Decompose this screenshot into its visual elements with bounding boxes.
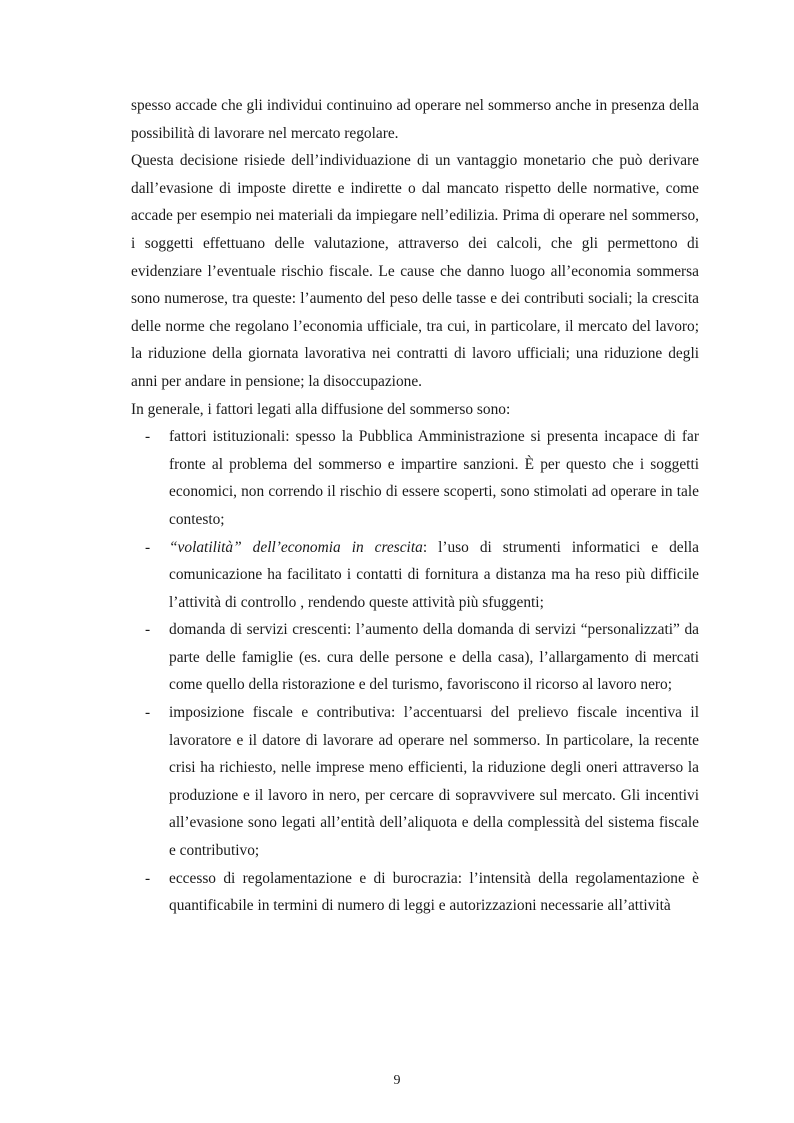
bullet-dash: - bbox=[145, 621, 151, 639]
body-text bbox=[131, 92, 699, 920]
list-item-text: eccesso di regolamentazione e di burocrazia: l’intensità della regolamentazione è quantificabile in termini di numero di leggi e autorizzazioni necessarie all’attività bbox=[169, 869, 699, 915]
list-item-italic-lead: “volatilità” dell’economia in crescita bbox=[169, 538, 423, 556]
list-item bbox=[131, 865, 699, 920]
list-item bbox=[131, 534, 699, 617]
list-item-text: domanda di servizi crescenti: l’aumento della domanda di servizi “personalizzati” da parte delle famiglie (es. cura delle persone e della casa), l’allargamento di mercati come quello della ristorazione e del turismo, favoriscono il ricorso al lavoro nero; bbox=[169, 621, 699, 694]
bullet-dash: - bbox=[145, 704, 151, 722]
factors-list bbox=[131, 423, 699, 920]
bullet-dash: - bbox=[145, 538, 151, 556]
bullet-dash: - bbox=[145, 869, 151, 887]
list-item bbox=[131, 699, 699, 865]
list-item bbox=[131, 616, 699, 699]
list-item-text: imposizione fiscale e contributiva: l’accentuarsi del prelievo fiscale incentiva il lavoratore e il datore di lavorare ad operare nel sommerso. In particolare, la recente crisi ha richiesto, nelle imprese meno efficienti, la riduzione degli oneri attraverso la produzione e il lavoro in nero, per cercare di sopravvivere sul mercato. Gli incentivi all’evasione sono legati all’entità dell’aliquota e della complessità del sistema fiscale e contributivo; bbox=[169, 704, 699, 860]
paragraph-main: Questa decisione risiede dell’individuazione di un vantaggio monetario che può derivare dall’evasione di imposte dirette e indirette o dal mancato rispetto delle normative, come accade per esempio nei materiali da impiegare nell’edilizia. Prima di operare nel sommerso, i soggetti effettuano delle valutazione, attraverso dei calcoli, che gli permettono di evidenziare l’eventuale rischio fiscale. Le cause che danno luogo all’economia sommersa sono numerose, tra queste: l’aumento del peso delle tasse e dei contributi sociali; la crescita delle norme che regolano l’economia ufficiale, tra cui, in particolare, il mercato del lavoro; la riduzione della giornata lavorativa nei contratti di lavoro ufficiali; una riduzione degli anni per andare in pensione; la disoccupazione. bbox=[131, 152, 699, 390]
list-item-text: : l’uso di strumenti informatici e della comunicazione ha facilitato i contatti di fornitura a distanza ma ha reso più difficile l’attività di controllo , rendendo queste attività più sfuggenti; bbox=[169, 538, 699, 611]
list-item-text: fattori istituzionali: spesso la Pubblica Amministrazione si presenta incapace di far fronte al problema del sommerso e impartire sanzioni. È per questo che i soggetti economici, non correndo il rischio di essere scoperti, sono stimolati ad operare in tale contesto; bbox=[169, 428, 699, 528]
paragraph-intro: spesso accade che gli individui continuino ad operare nel sommerso anche in presenza della possibilità di lavorare nel mercato regolare. bbox=[131, 97, 699, 142]
list-item bbox=[131, 423, 699, 533]
page-number: 9 bbox=[393, 1073, 401, 1088]
paragraph-list-intro: In generale, i fattori legati alla diffusione del sommerso sono: bbox=[131, 400, 511, 418]
bullet-dash: - bbox=[145, 428, 151, 446]
